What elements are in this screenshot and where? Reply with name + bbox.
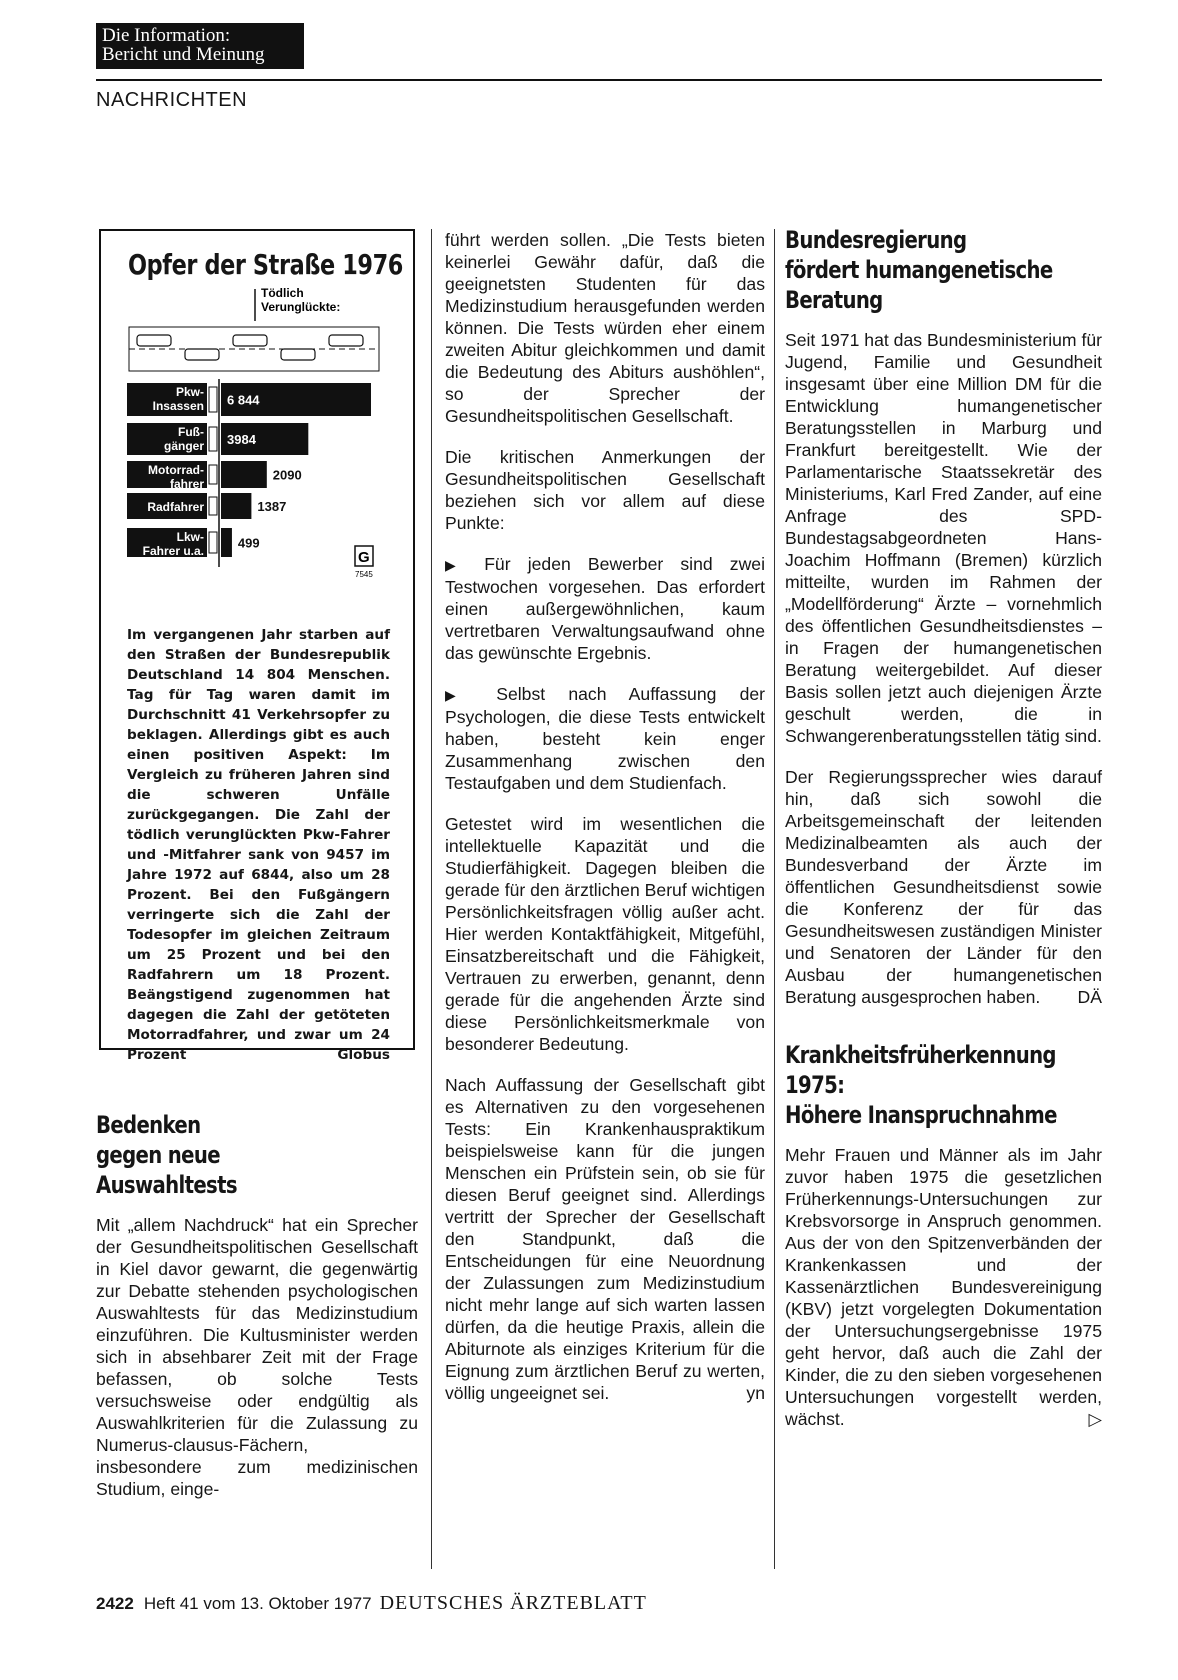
chart-code: 7545 (355, 570, 373, 579)
bullet-paragraph: ▶ Selbst nach Auffassung der Psychologen, die diese Tests entwickelt haben, besteht kein enger Zusammenhang zwischen den Testaufgaben und dem Studienfach. (445, 683, 765, 794)
value-label: 6 844 (227, 392, 260, 408)
person-icon (209, 427, 217, 451)
category-label: Radfahrer (147, 500, 204, 514)
headline-line: Krankheitsfrüherkennung (785, 1041, 1056, 1069)
paragraph: Seit 1971 hat das Bundesministerium für Jugend, Familie und Gesundheit insgesamt über eine Million DM für die Entwicklung humangenetischer Beratungsstellen in Marburg und Frankfurt bereitgestellt. Wie der Parlamentarische Staatssekretär des Ministeriums, Karl Fred Zander, auf eine Anfrage des SPD-Bundestagsabgeordneten Hans-Joachim Hoffmann (Bremen) kürzlich mitteilte, wurden im Rahmen der „Modellförderung“ Ärzte – vornehmlich des öffentlichen Gesundheitsdienstes – in Fragen der humangenetischen Beratung weitergebildet. Auf dieser Basis sollen jetzt auch diejenigen Ärzte geschult werden, die in Schwangerenberatungsstellen tätig sind. (785, 330, 1102, 746)
headline-screening (785, 1040, 1057, 1130)
paragraph: Mit „allem Nachdruck“ hat ein Sprecher der Gesundheitspolitischen Gesellschaft in Kiel davor gewarnt, die gegenwärtig zur Debatte stehenden psychologischen Auswahltests für das Medizinstudium einzuführen. Die Kultusminister werden sich in absehbarer Zeit mit der Frage befassen, ob solche Tests versuchsweise oder endgültig als Auswahlkriterien für die Zulassung zu Numerus-clausus-Fächern, insbesondere zum medizinischen Studium, einge- (96, 1215, 418, 1499)
person-icon (209, 465, 217, 484)
author-signature: yn (746, 1383, 765, 1403)
chart-caption (127, 625, 390, 1065)
bullet-paragraph: ▶ Für jeden Bewerber sind zwei Testwochen vorgesehen. Das erfordert einen außergewöhnlichen, kaum vertretbaren Verwaltungsaufwand ohne das gewünschte Ergebnis. (445, 553, 765, 664)
column-rule (774, 229, 775, 1569)
value-label: 499 (237, 535, 260, 551)
legend-label: Verunglückte: (261, 300, 341, 314)
category-label: Fuß- (178, 425, 204, 439)
article-body (785, 1144, 1102, 1430)
headline-line: Beratung (785, 286, 883, 314)
bar-chart (101, 231, 413, 621)
article-body (96, 1214, 418, 1500)
headline-line: Bundesregierung (785, 226, 967, 254)
person-icon (209, 387, 217, 412)
paragraph: Getestet wird im wesentlichen die intellektuelle Kapazität und die Studierfähigkeit. Dagegen bleiben die gerade für den ärztlichen Beruf wichtigen Persönlichkeitsfragen völlig außer acht. Hier werden Kontaktfähigkeit, Mitgefühl, Einsatzbereitschaft und die Fähigkeit, Vertrauen zu erwerben, genannt, denn gerade für die angehenden Ärzte sind diese Persönlichkeitsmerkmale von besonderer Bedeutung. (445, 814, 765, 1054)
column-rule (431, 229, 432, 1569)
category-label: gänger (163, 439, 204, 453)
car-icon (185, 349, 219, 360)
right-column (785, 225, 1102, 1449)
headline-line: Bedenken (96, 1111, 201, 1139)
paragraph-text: Mehr Frauen und Männer als im Jahr zuvor haben 1975 die gesetzlichen Früherkennungs-Untersuchungen zur Krebsvorsorge in Anspruch genommen. Aus der von den Spitzenverbänden der Krankenkassen und der Kassenärztlichen Bundesvereinigung (KBV) jetzt vorgelegten Dokumentation der Untersuchungsergebnisse 1975 geht hervor, daß auch die Zahl der Kinder, die zu den sieben vorgesehenen Untersuchungen vorgestellt werden, wächst. (785, 1145, 1102, 1429)
category-label: Motorrad- (148, 463, 204, 477)
person-icon (209, 532, 217, 553)
chart-box (99, 229, 415, 1063)
value-label: 2090 (272, 467, 302, 483)
article-tests-start (96, 1110, 418, 1519)
paragraph (785, 1144, 1102, 1430)
headline-line: gegen neue (96, 1141, 220, 1169)
section-label: NACHRICHTEN (96, 89, 248, 111)
value-label: 1387 (257, 499, 287, 514)
category-label: Pkw- (175, 385, 204, 399)
legend-label: Tödlich (261, 286, 304, 300)
headline-line: 1975: (785, 1071, 845, 1099)
car-icon (233, 335, 267, 346)
car-icon (329, 335, 363, 346)
category-label: Lkw- (176, 530, 204, 544)
page-number: 2422 (96, 1594, 134, 1613)
continue-arrow-icon: ▷ (1088, 1409, 1102, 1429)
chart-caption-text: Im vergangenen Jahr starben auf den Straßen der Bundesrepublik Deutschland 14 804 Menschen. Tag für Tag waren damit im Durchschnitt 41 Verkehrsopfer zu beklagen. Allerdings gibt es auch einen positiven Aspekt: Im Vergleich zu früheren Jahren sind die schweren Unfälle zurückgegangen. Die Zahl der tödlich verunglückten Pkw-Fahrer und -Mitfahrer sank von 9457 im Jahre 1972 auf 6844, also um 28 Prozent. Bei den Fußgängern verringerte sich die Zahl der Todesopfer im gleichen Zeitraum um 25 Prozent und bei den Radfahrern um 18 Prozent. Beängstigend zugenommen hat dagegen die Zahl der getöteten Motorradfahrer, und zwar um 24 Prozent (127, 627, 390, 1063)
top-rule (96, 79, 1102, 81)
paragraph (445, 1074, 765, 1404)
paragraph: führt werden sollen. „Die Tests bieten keinerlei Gewähr dafür, daß die geeignetsten Studenten für das Medizinstudium herausgefunden werden können. Die Tests würden eher einem zweiten Abitur gleichkommen und damit die Bedeutung des Abiturs aushöhlen“, so der Sprecher der Gesundheitspolitischen Gesellschaft. (445, 230, 765, 426)
masthead-line-2: Bericht und Meinung (102, 44, 265, 65)
masthead (96, 23, 304, 69)
article-tests-continued (445, 229, 765, 1404)
bar (221, 528, 232, 557)
chart-source: Globus (337, 1047, 390, 1063)
bar (221, 461, 267, 488)
headline-tests (96, 1110, 360, 1200)
headline-line: Höhere Inanspruchnahme (785, 1101, 1057, 1129)
headline-genetics (785, 225, 1053, 315)
author-signature: DÄ (1077, 987, 1102, 1007)
value-label: 3984 (227, 432, 256, 447)
paragraph-text: Der Regierungssprecher wies darauf hin, daß sich sowohl die Arbeitsgemeinschaft der leitenden Medizinalbeamten als auch der Bundesverband der Ärzte im öffentlichen Gesundheitsdienst sowie die Konferenz der für das Gesundheitswesen zuständigen Minister und Senatoren der Länder für den Ausbau der humangenetischen Beratung ausgesprochen haben. (785, 767, 1102, 1007)
person-icon (209, 497, 217, 515)
article-body (445, 229, 765, 1404)
category-label: fahrer (169, 477, 204, 491)
paragraph-text: Nach Auffassung der Gesellschaft gibt es Alternativen zu den vorgesehenen Tests: Ein Krankenhauspraktikum beispielsweise kann für die jungen Menschen ein Prüfstein sein, ob sie für diesen Beruf geeignet sind. Allerdings vertritt der Sprecher der Gesellschaft den Standpunkt, daß die Entscheidungen für eine Neuordnung der Zulassungen zum Medizinstudium nicht mehr lange auf sich warten lassen dürfen, da die heutige Praxis, allein die Abiturnote als einziges Kriterium für die Eignung zum ärztlichen Beruf zu werten, völlig ungeeignet sei. (445, 1075, 765, 1403)
car-icon (281, 349, 315, 360)
category-label: Insassen (152, 399, 204, 413)
car-icon (137, 335, 171, 346)
globus-logo-letter: G (358, 549, 370, 566)
page-footer (96, 1592, 647, 1615)
category-label: Fahrer u.a. (142, 544, 204, 558)
paragraph: Die kritischen Anmerkungen der Gesundheitspolitischen Gesellschaft beziehen sich vor allem auf diese Punkte: (445, 447, 765, 533)
journal-name: DEUTSCHES ÄRZTEBLATT (379, 1592, 647, 1614)
headline-line: Auswahltests (96, 1171, 237, 1199)
masthead-line-1: Die Information: (102, 25, 231, 46)
chart-title: Opfer der Straße 1976 (128, 248, 403, 281)
headline-line: fördert humangenetische (785, 256, 1053, 284)
issue-line: Heft 41 vom 13. Oktober 1977 (143, 1594, 372, 1613)
bar (221, 493, 251, 519)
paragraph (785, 766, 1102, 1008)
article-body (785, 329, 1102, 1008)
